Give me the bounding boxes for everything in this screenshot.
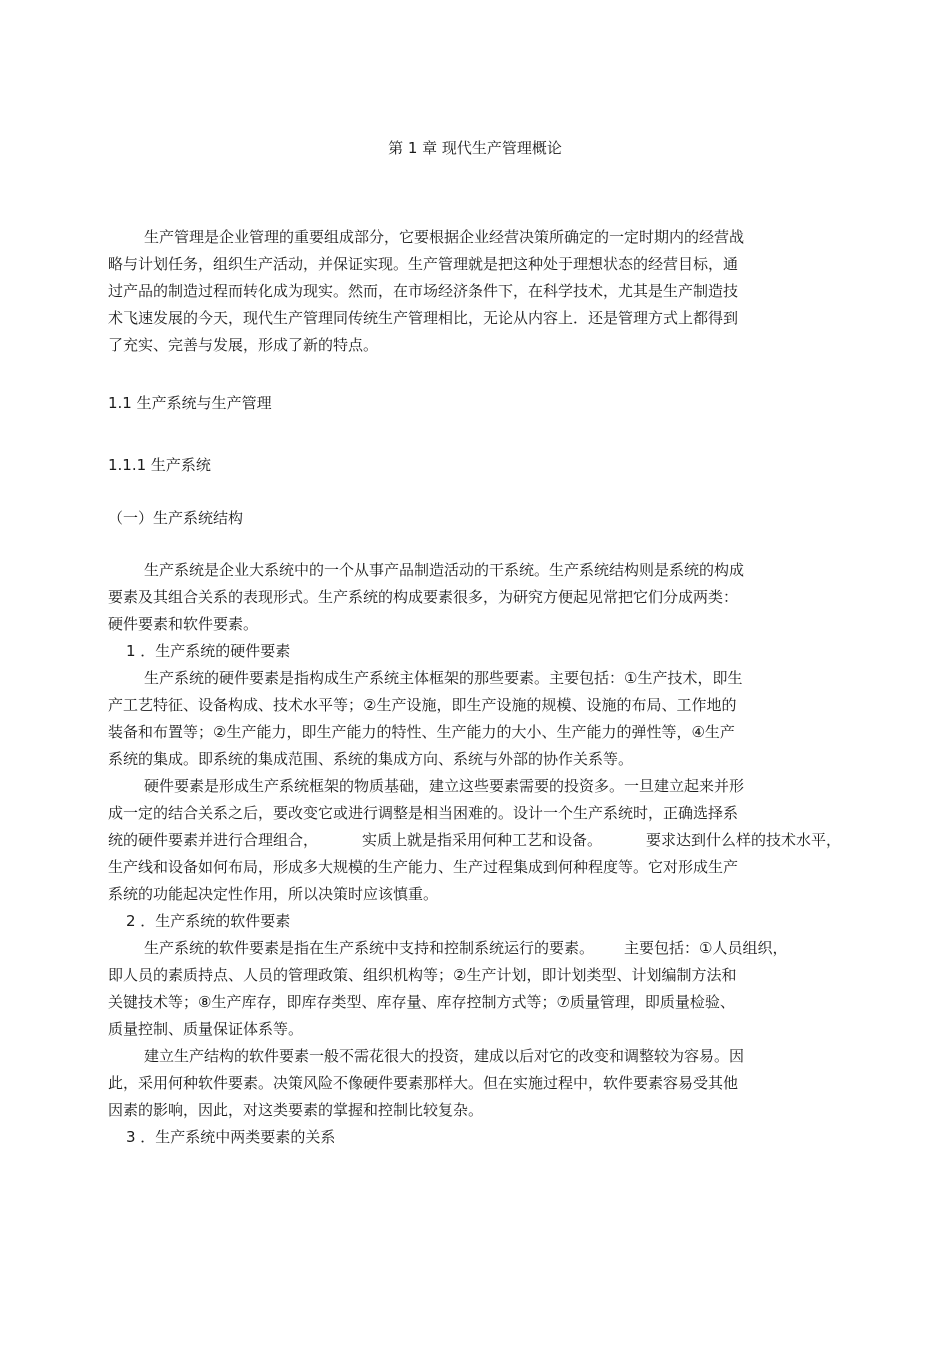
text-line: 即人员的素质持点、人员的管理政策、组织机构等；②生产计划，即计划类型、计划编制方法和 [108,966,737,984]
text-line: 要素及其组合关系的表现形式。生产系统的构成要素很多，为研究方便起见常把它们分成两类： [108,588,739,606]
intro-paragraph [108,224,798,359]
body-text [108,557,842,1151]
text-line: 硬件要素和软件要素。 [108,615,259,633]
text-line: 此，采用何种软件要素。决策风险不像硬件要素那样大。但在实施过程中，软件要素容易受其他 [108,1074,739,1092]
text-line: 生产系统是企业大系统中的一个从事产品制造活动的干系统。生产系统结构则是系统的构成 [144,561,745,579]
text-line: 过产品的制造过程而转化成为现实。然而，在市场经济条件下，在科学技术，尤其是生产制造技 [108,282,739,300]
item-heading-relation: 3 ．生产系统中两类要素的关系 [126,1128,336,1146]
text-segment: 要求达到什么样的技术水平， [646,831,842,849]
text-segment: 生产系统的软件要素是指在生产系统中支持和控制系统运行的要素。 [144,939,595,957]
text-line: 略与计划任务，组织生产活动，并保证实现。生产管理就是把这种处于理想状态的经营目标，通 [108,255,739,273]
text-line: 成一定的结合关系之后，要改变它或进行调整是相当困难的。设计一个生产系统时，正确选择系 [108,804,739,822]
section-heading-1-1: 1.1 生产系统与生产管理 [108,394,272,412]
text-line: 质量控制、质量保证体系等。 [108,1020,304,1038]
text-line: 生产线和设备如何布局，形成多大规模的生产能力、生产过程集成到何种程度等。它对形成生产 [108,858,739,876]
text-line [108,827,842,854]
chapter-title: 第 1 章 现代生产管理概论 [388,139,562,157]
text-line: 生产管理是企业管理的重要组成部分，它要根据企业经营决策所确定的一定时期内的经营战 [144,228,745,246]
section-heading-1-1-1: 1.1.1 生产系统 [108,456,211,474]
text-line: 关键技术等；⑧生产库存，即库存类型、库存量、库存控制方式等；⑦质量管理，即质量检验、 [108,993,735,1011]
text-line [108,935,798,962]
text-segment: 主要包括：①人员组织， [624,939,788,957]
text-line: 系统的集成。即系统的集成范围、系统的集成方向、系统与外部的协作关系等。 [108,750,634,768]
text-line: 装备和布置等；②生产能力，即生产能力的特性、生产能力的大小、生产能力的弹性等，④生产 [108,723,735,741]
text-line: 产工艺特征、设备构成、技术水平等；②生产设施，即生产设施的规模、设施的布局、工作地的 [108,696,737,714]
text-line: 术飞速发展的今天，现代生产管理同传统生产管理相比，无论从内容上．还是管理方式上都得到 [108,309,739,327]
text-line: 系统的功能起决定性作用，所以决策时应该慎重。 [108,885,439,903]
text-line: 因素的影响，因此，对这类要素的掌握和控制比较复杂。 [108,1101,484,1119]
text-line: 了充实、完善与发展，形成了新的特点。 [108,336,379,354]
text-segment: 实质上就是指采用何种工艺和设备。 [362,831,603,849]
item-heading-software: 2 ．生产系统的软件要素 [126,912,291,930]
text-line: 生产系统的硬件要素是指构成生产系统主体框架的那些要素。主要包括：①生产技术，即生 [144,669,743,687]
item-heading-hardware: 1 ．生产系统的硬件要素 [126,642,291,660]
subsection-heading: （一）生产系统结构 [108,509,244,527]
text-segment: 统的硬件要素并进行合理组合， [108,831,319,849]
text-line: 硬件要素是形成生产系统框架的物质基础，建立这些要素需要的投资多。一旦建立起来并形 [144,777,745,795]
text-line: 建立生产结构的软件要素一般不需花很大的投资，建成以后对它的改变和调整较为容易。因 [144,1047,745,1065]
